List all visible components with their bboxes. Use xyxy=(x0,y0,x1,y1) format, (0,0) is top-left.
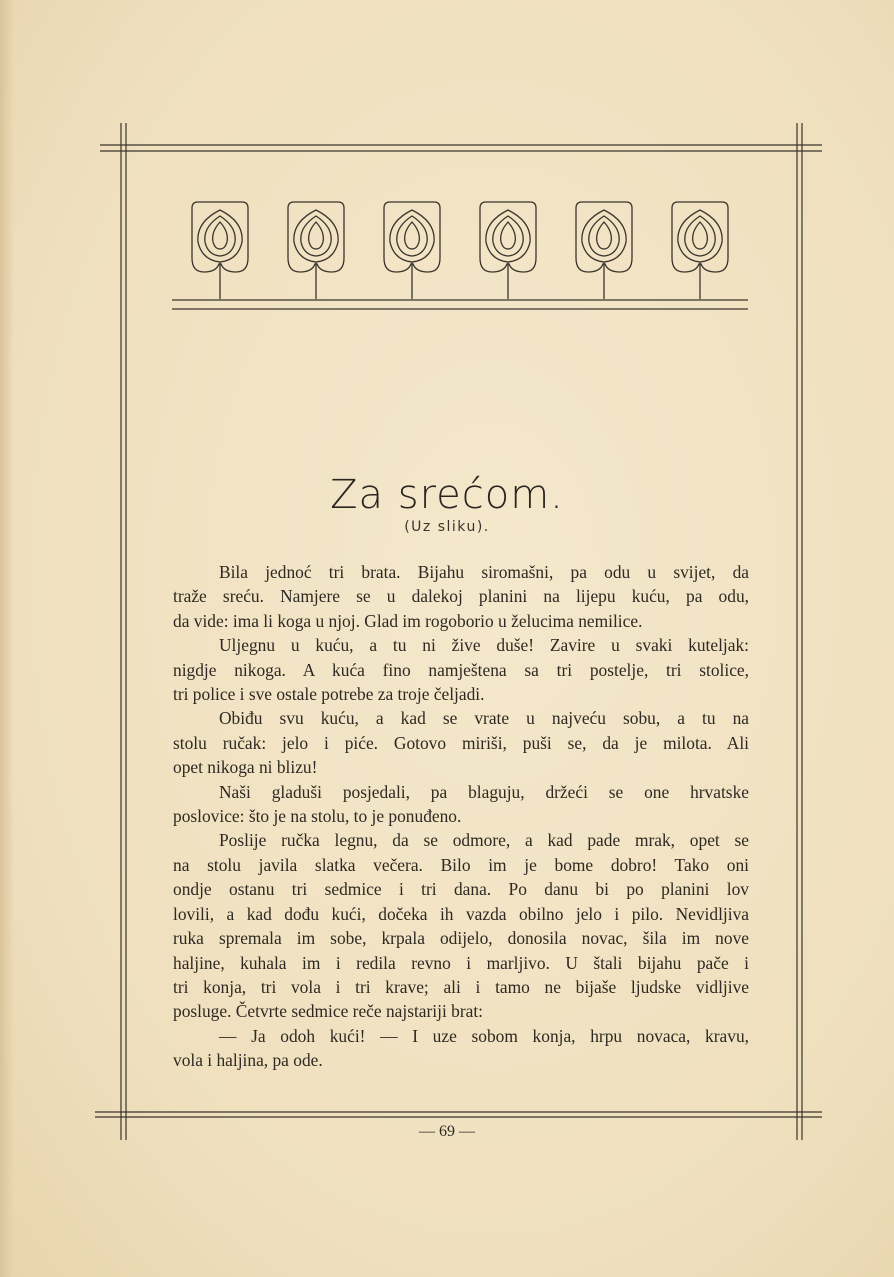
chapter-title: Za srećom. xyxy=(330,472,564,518)
tulip-ornament-icon xyxy=(672,202,728,299)
text-line: traže sreću. Namjere se u dalekoj planini na lijepu kuću, pa odu, xyxy=(173,586,749,607)
text-line: Bila jednoć tri brata. Bijahu siromašni, pa odu u svijet, da xyxy=(219,562,749,582)
text-line: na stolu javila slatka večera. Bilo im je bome dobro! Tako oni xyxy=(173,854,749,875)
text-line: — Ja odoh kući! — I uze sobom konja, hrpu novaca, kravu, xyxy=(219,1025,749,1046)
story-text xyxy=(173,560,749,1073)
tulip-ornament-icon xyxy=(288,202,344,299)
text-line: haljine, kuhala im i redila revno i marljivo. U štali bijahu pače i xyxy=(173,952,749,973)
text-line: vola i haljina, pa ode. xyxy=(173,1050,323,1071)
text-line: poslovice: što je na stolu, to je ponuđeno. xyxy=(173,806,462,827)
text-line: stolu ručak: jelo i piće. Gotovo miriši, puši se, da je milota. Ali xyxy=(173,732,749,753)
text-line: tri konja, tri vola i tri krave; ali i tamo ne bijaše ljudske vidljive xyxy=(173,976,749,997)
text-line: opet nikoga ni blizu! xyxy=(173,757,318,778)
text-line: tri police i sve ostale potrebe za troje čeljadi. xyxy=(173,684,485,705)
chapter-subtitle: (Uz sliku). xyxy=(404,519,490,535)
text-line: ondje ostanu tri sedmice i tri dana. Po danu bi po planini lov xyxy=(173,879,749,900)
tulip-ornament-icon xyxy=(576,202,632,299)
text-line: Naši gladuši posjedali, pa blaguju, držeći se one hrvatske xyxy=(219,781,749,802)
text-line: Poslije ručka legnu, da se odmore, a kad pade mrak, opet se xyxy=(219,830,749,851)
text-line: nigdje nikoga. A kuća fino namještena sa tri postelje, tri stolice, xyxy=(173,659,749,680)
text-line: Obiđu svu kuću, a kad se vrate u najveću sobu, a tu na xyxy=(219,708,749,729)
text-line: Uljegnu u kuću, a tu ni žive duše! Zavire u svaki kuteljak: xyxy=(219,635,749,656)
text-line: da vide: ima li koga u njoj. Glad im rogoborio u želucima nemilice. xyxy=(173,610,643,631)
ornament-row xyxy=(192,202,728,299)
tulip-ornament-icon xyxy=(192,202,248,299)
tulip-ornament-icon xyxy=(384,202,440,299)
text-line: posluge. Četvrte sedmice reče najstariji brat: xyxy=(173,1001,484,1022)
tulip-ornament-icon xyxy=(480,202,536,299)
page-number: — 69 — xyxy=(419,1123,475,1140)
text-line: ruka spremala im sobe, krpala odijelo, donosila novac, šila im nove xyxy=(173,928,749,949)
text-line: lovili, a kad dođu kući, dočeka ih vazda obilno jelo i pilo. Nevidljiva xyxy=(173,903,749,924)
